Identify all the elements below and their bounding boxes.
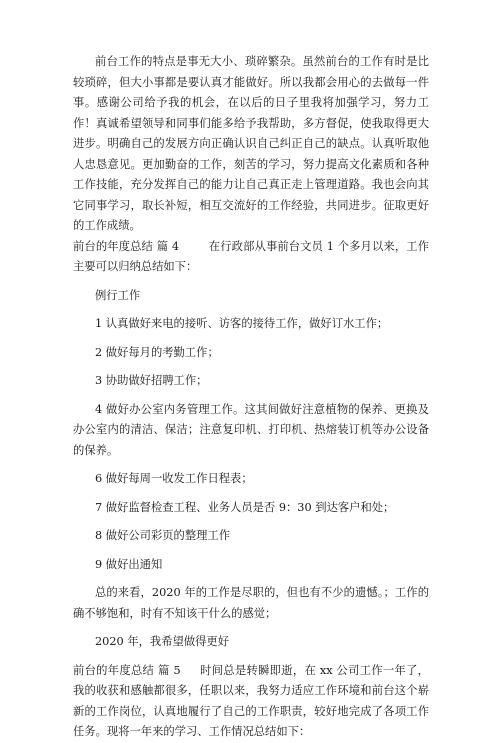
- list-item: 2 做好每月的考勤工作；: [95, 345, 219, 359]
- list-item: 8 做好公司彩页的整理工作: [95, 529, 231, 542]
- list-item: 4 做好办公室内务管理工作。这其间做好注意植物的保养、更换及办公室内的清洁、保洁；注意复印机、打印机、热熔装订机等办公设备的保养。: [73, 402, 429, 457]
- section-4-paragraph: [73, 237, 429, 278]
- summary-paragraph: 总的来看，2020 年的工作是尽职的，但也有不少的遗憾。；工作的确不够饱和，时有不知该干什么的感觉；: [73, 586, 429, 620]
- hope-paragraph: 2020 年，我希望做得更好: [95, 635, 230, 648]
- list-item: 3 协助做好招聘工作；: [95, 374, 208, 387]
- list-item: 6 做好每周一收发工作日程表；: [95, 472, 253, 485]
- list-item: 9 做好出通知: [95, 557, 163, 571]
- section-4-intro: 在行政部从事前台文员 1 个多月以来，工作主要可以归纳总结如下：: [73, 239, 429, 273]
- section-4-title: 前台的年度总结 篇 4: [73, 239, 180, 253]
- list-item: 1 认真做好来电的接听、访客的接待工作，做好订水工作；: [95, 317, 389, 330]
- list-item: 7 做好监督检查工程、业务人员是否 9：30 到达客户和处；: [95, 500, 395, 514]
- section-5-title: 前台的年度总结 篇 5: [73, 663, 181, 677]
- routine-heading: 例行工作: [95, 288, 141, 302]
- section-5-text: 时间总是转瞬即逝，在 xx 公司工作一年了，我的收获和感触都很多，任职以来，我努力适应工作环境和前台这个崭新的工作岗位，认真地履行了自己的工作职责，较好地完成了各项工作任务。现将一年来的学习、工作情况总结如下：: [73, 663, 429, 738]
- paragraph-work-traits: 前台工作的特点是事无大小、琐碎繁杂。虽然前台的工作有时是比较琐碎，但大小事都是要认真才能做好。所以我都会用心的去做每一件事。感谢公司给予我的机会，在以后的日子里我将加强学习，努力工作！真诚希望领导和同事们能多给予我帮助，多方督促，使我取得更大进步。明确自己的发展方向正确认识自己纠正自己的缺点。认真听取他人忠恳意见。更加勤奋的工作，刻苦的学习，努力提高文化素质和各种工作技能，充分发挥自己的能力让自己真正走上管理道路。我也会向其它同事学习，取长补短，相互交流好的工作经验，共同进步。征取更好的工作成绩。: [73, 55, 429, 232]
- section-5-paragraph: [73, 661, 429, 743]
- document-body: [73, 52, 429, 743]
